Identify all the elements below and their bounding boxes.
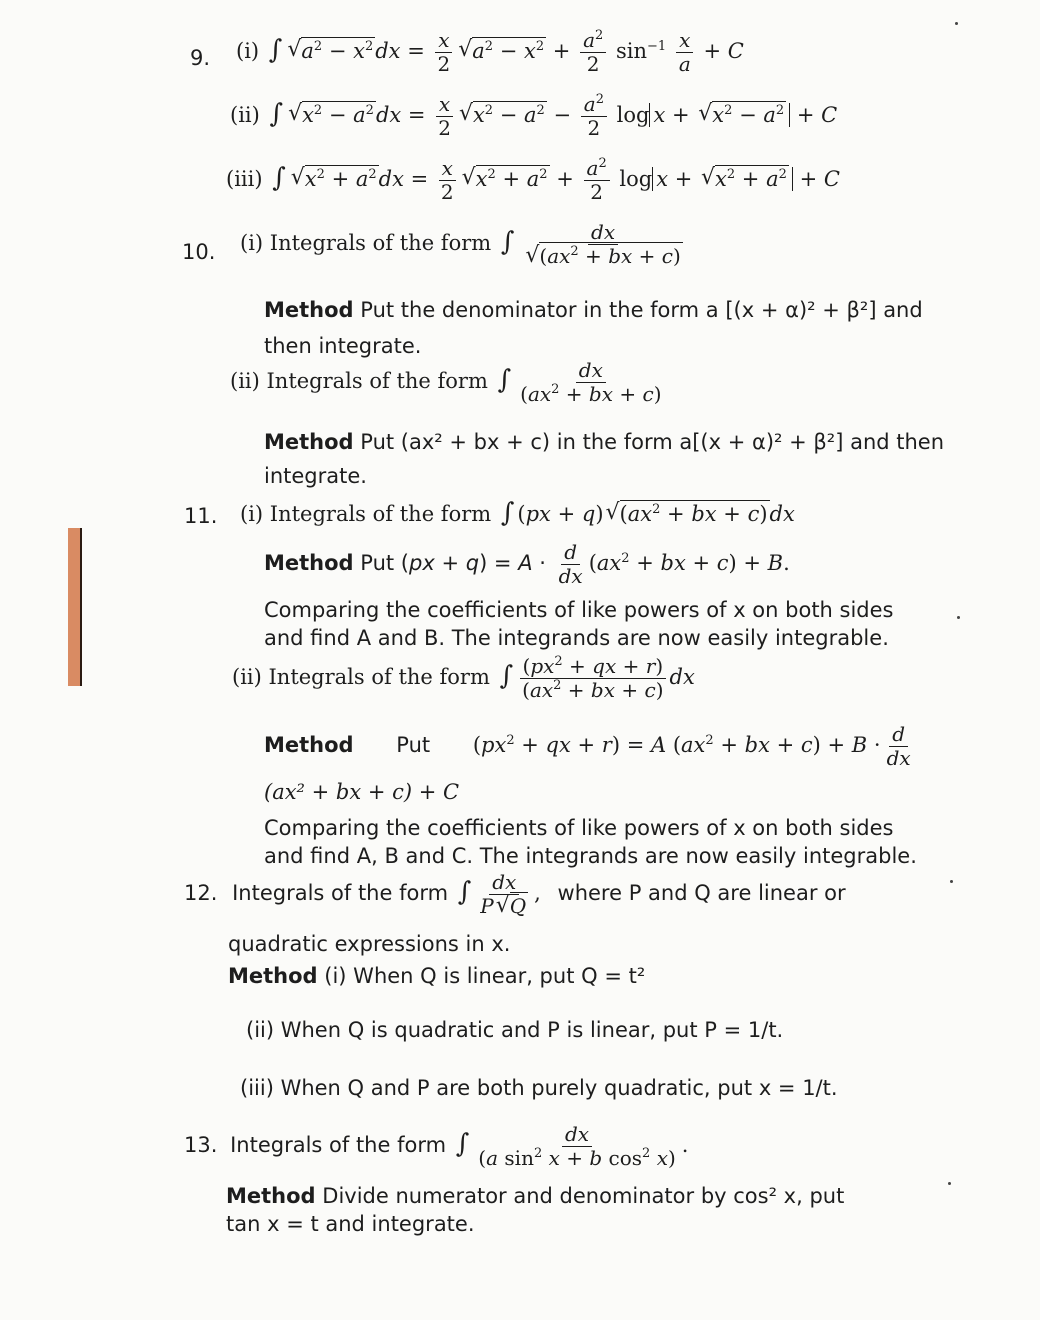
label-12: Integrals of the form (232, 881, 449, 905)
method-heading: Method (226, 1184, 316, 1208)
put-word: Put (396, 733, 431, 757)
scan-speck (955, 22, 958, 25)
method-10-ii (264, 430, 944, 454)
label-10-ii: (ii) Integrals of the form (230, 369, 488, 393)
compare-11-ii-b: and find A, B and C. The integrands are now easily integrable. (264, 844, 917, 868)
method-11-ii-cont-text: (ax² + bx + c) + C (264, 780, 460, 804)
form-12: 12. Integrals of the form ∫ $\frac{dx}{P√ Q}$ , where P and Q are linear or (184, 872, 846, 917)
label-10-i: (i) Integrals of the form (240, 231, 492, 255)
label-11-ii: (ii) Integrals of the form (232, 665, 490, 689)
method-heading: Method (264, 551, 354, 575)
method-13-text: Divide numerator and denominator by cos² x, put (322, 1184, 845, 1208)
label-13: Integrals of the form (230, 1133, 447, 1157)
form-13: 13. Integrals of the form ∫ $\frac{dx}{(a \sin^2 x + b \cos^2 x)}$ . (184, 1122, 689, 1170)
method-heading: Method (264, 430, 354, 454)
item-number-10: 10. (182, 240, 216, 264)
formula-9-iii: (iii) ∫√ $x^2 + a^2dx$ = $\frac{x}{2}$ √ $x^2 + a^2$ + $\frac{a^2}{2}$ log x + √ $x^2 + a^2 + C$ (226, 158, 840, 203)
method-10-ii-text: Put (ax² + bx + c) in the form a[(x + α)² + β²] and then (360, 430, 945, 454)
label-9-ii: (ii) (230, 103, 260, 127)
label-9-i: (i) (236, 39, 260, 63)
form-10-ii: (ii) Integrals of the form ∫ $\frac{dx}{(ax^2 + bx + c)}$ (230, 358, 662, 406)
method-10-i (264, 298, 923, 322)
method-10-i-cont: then integrate. (264, 334, 422, 358)
label-11-i: (i) Integrals of the form (240, 502, 492, 526)
form-11-i: (i) Integrals of the form ∫ (px + q)√ ($ax^2$ + bx + c)dx (240, 498, 795, 528)
method-12-ii: (ii) When Q is quadratic and P is linear, put P = 1/t. (246, 1018, 784, 1042)
method-12-iii: (iii) When Q and P are both purely quadratic, put x = 1/t. (240, 1076, 838, 1100)
item-number-13: 13. (184, 1133, 218, 1157)
compare-11-i-a: Comparing the coefficients of like powers of x on both sides (264, 598, 894, 622)
form-10-i: (i) Integrals of the form ∫ dx √ ($ax^2$ + bx + c) (240, 222, 689, 267)
form-12-cont: quadratic expressions in x. (228, 932, 511, 956)
method-12-i (228, 964, 645, 988)
method-13-cont: tan x = t and integrate. (226, 1212, 475, 1236)
item-number-9: 9. (190, 46, 211, 70)
page-edge-tab (68, 528, 82, 686)
formula-9-i: (i) ∫√ $a^2 - x^2dx$ = $\frac{x}{2}$ √ $a^2 - x^2$ + $\frac{a^2}{2}$ $\sin^{-1}$ $\frac{x}{a}$ + C (236, 30, 744, 75)
method-heading: Method (264, 298, 354, 322)
method-12-i-text: (i) When Q is linear, put Q = t² (324, 964, 646, 988)
method-13 (226, 1184, 844, 1208)
scan-speck (950, 880, 953, 883)
method-11-ii: Method Put ($px^2$ + qx + r) = A ($ax^2$ + bx + c) + B · $\frac{d}{dx}$ (264, 722, 911, 770)
label-12-tail: where P and Q are linear or (557, 881, 846, 905)
formula-9-ii: (ii) ∫√ $x^2 - a^2dx$ = $\frac{x}{2}$ √ $x^2 - a^2$ − $\frac{a^2}{2}$ log x + √ $x^2 - a^2 + C$ (230, 94, 837, 139)
scan-speck (948, 1182, 951, 1185)
item-number-11: 11. (184, 504, 218, 528)
method-11-i: Method Put (px + q) = A · $\frac{d}{dx}$ ($ax^2$ + bx + c) + B. (264, 540, 790, 588)
label-9-iii: (iii) (226, 167, 263, 191)
method-10-ii-cont: integrate. (264, 464, 367, 488)
item-number-12: 12. (184, 881, 218, 905)
method-heading: Method (264, 733, 354, 757)
method-11-ii-cont (264, 780, 459, 804)
scan-speck (957, 616, 960, 619)
compare-11-ii-a: Comparing the coefficients of like powers of x on both sides (264, 816, 894, 840)
compare-11-i-b: and find A and B. The integrands are now easily integrable. (264, 626, 889, 650)
form-11-ii: (ii) Integrals of the form ∫ $\frac{(px^2 + qx + r)}{(ax^2 + bx + c)}$ dx (232, 654, 695, 702)
method-heading: Method (228, 964, 318, 988)
method-10-i-text: Put the denominator in the form a [(x + α)² + β²] and (360, 298, 923, 322)
